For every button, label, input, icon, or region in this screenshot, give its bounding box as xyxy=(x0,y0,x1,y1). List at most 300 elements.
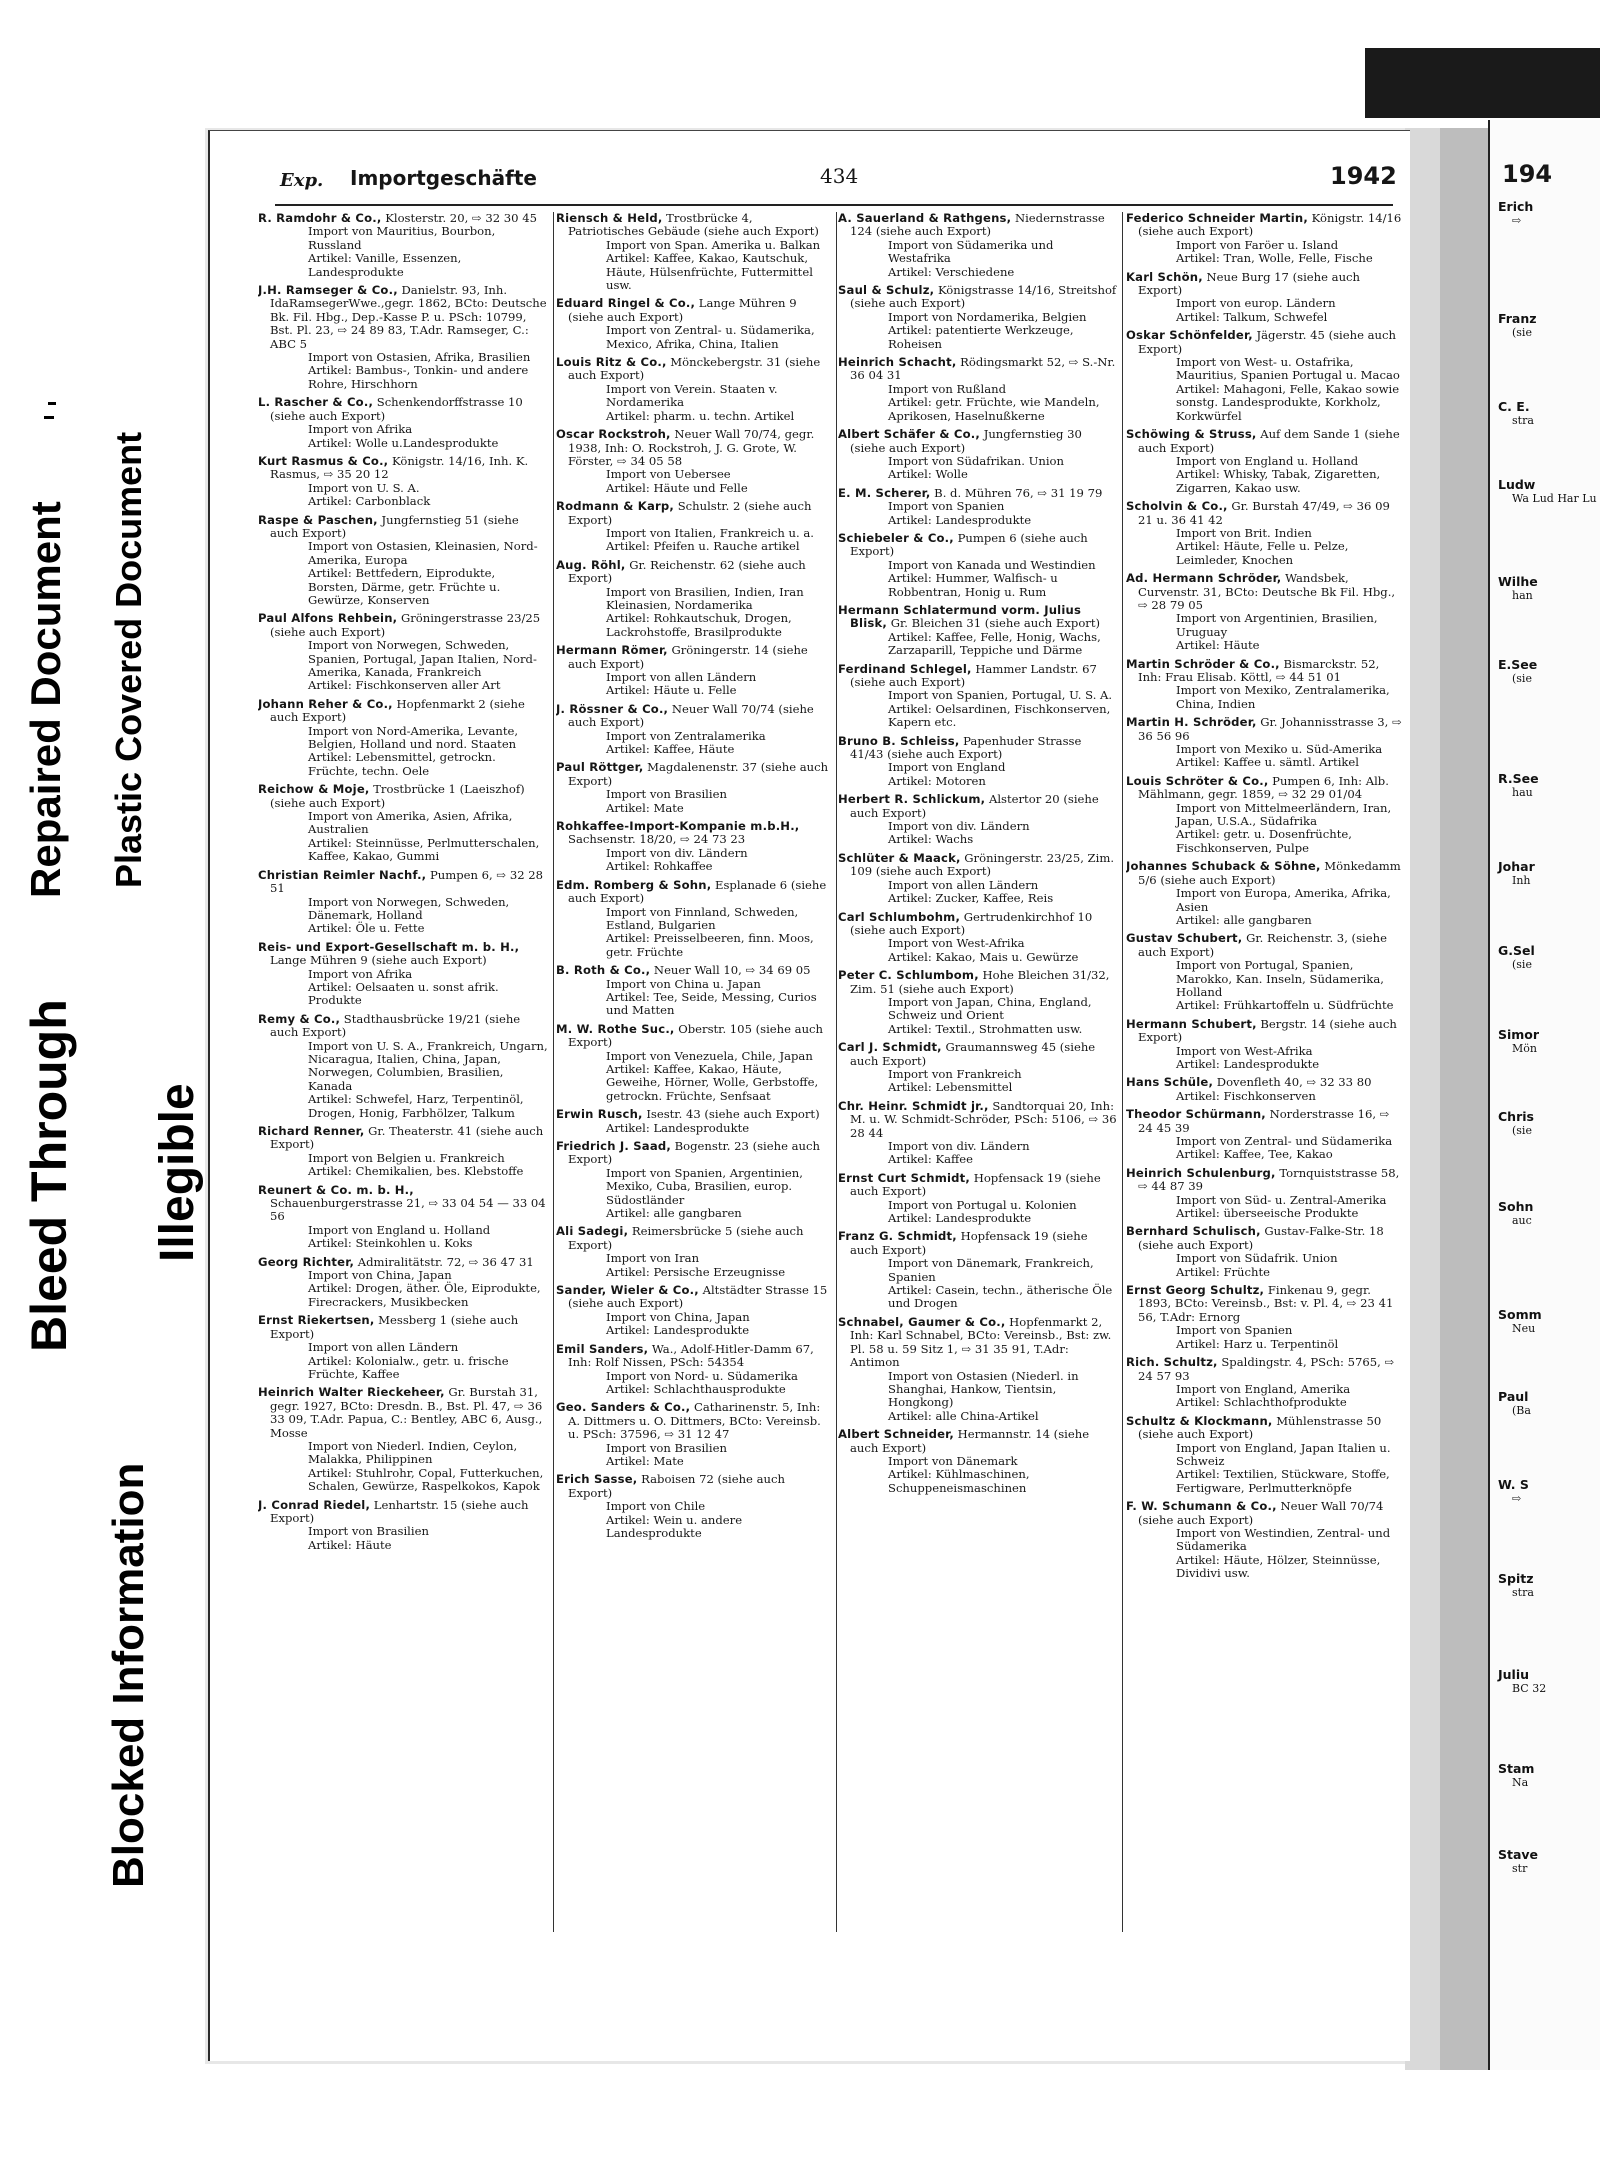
entry-import: Import von Europa, Amerika, Afrika, Asien xyxy=(1176,886,1391,914)
next-page-entry xyxy=(1498,1762,1534,1790)
company-name: Hermann Römer, xyxy=(556,643,668,658)
entry-artikel: Artikel: Landesprodukte xyxy=(1176,1056,1320,1071)
company-name: Ferdinand Schlegel, xyxy=(838,661,972,676)
company-name: Erich Sasse, xyxy=(556,1472,638,1487)
directory-entry xyxy=(838,428,1118,482)
entry-import: Import von Faröer u. Island xyxy=(1176,237,1339,252)
company-name: Ali Sadegi, xyxy=(556,1224,629,1239)
entry-address: Gr. Burstah 31, gegr. 1927, BCto: Dresdn. B., Bst. Pl. 47, ⇨ 36 33 09, T.Adr. Papua, C.: Bentley, ABC 6, Ausg., Mosse xyxy=(270,1385,543,1440)
label-blocked-information: Blocked Information xyxy=(104,1462,153,1888)
company-name: Scholvin & Co., xyxy=(1126,499,1228,514)
company-name: Ad. Hermann Schröder, xyxy=(1126,571,1282,586)
page-header xyxy=(280,160,1397,196)
entry-import: Import von Span. Amerika u. Balkan xyxy=(606,237,821,252)
column-divider xyxy=(1122,212,1123,1932)
entry-address: B. d. Mühren 76, ⇨ 31 19 79 xyxy=(934,485,1103,500)
entry-address: Spaldingstr. 4, PSch: 5765, ⇨ 24 57 93 xyxy=(1138,1355,1395,1383)
entry-address: Niedernstrasse 124 (siehe auch Export) xyxy=(850,212,1105,239)
entry-import: Import von England, Japan Italien u. Schweiz xyxy=(1176,1440,1391,1468)
entry-artikel: Artikel: Oelsaaten u. sonst afrik. Produkte xyxy=(308,979,499,1008)
directory-entry xyxy=(1126,1225,1404,1279)
directory-entry xyxy=(1126,572,1404,652)
company-name: J.H. Ramseger & Co., xyxy=(258,283,398,298)
company-name: Schlüter & Maack, xyxy=(838,850,961,865)
entry-address: Raboisen 72 (siehe auch Export) xyxy=(568,1472,785,1500)
entry-address: Trostbrücke 4, Patriotisches Gebäude (siehe auch Export) xyxy=(568,212,819,239)
entry-import: Import von Südafrikan. Union xyxy=(888,453,1064,468)
entry-import: Import von China, Japan xyxy=(308,1268,452,1283)
entry-artikel: Artikel: Öle u. Fette xyxy=(308,921,425,936)
entry-artikel: Artikel: Wolle u.Landesprodukte xyxy=(308,435,499,450)
entry-artikel: Artikel: Kaffee, Kakao, Kautschuk, Häute, Hülsenfrüchte, Futtermittel usw. xyxy=(606,251,813,293)
next-page-entry xyxy=(1498,658,1537,686)
entry-import: Import von Nord-Amerika, Levante, Belgien, Holland und nord. Staaten xyxy=(308,723,519,752)
entry-import: Import von Ostasien, Afrika, Brasilien xyxy=(308,350,531,365)
entry-import: Import von Westindien, Zentral- und Südamerika xyxy=(1176,1525,1391,1554)
entry-import: Import von Niederl. Indien, Ceylon, Malakka, Philippinen xyxy=(308,1438,518,1467)
entry-artikel: Artikel: Kaffee xyxy=(888,1152,974,1167)
company-name: R. Ramdohr & Co., xyxy=(258,212,382,225)
entry-artikel: Artikel: Tee, Seide, Messing, Curios und Matten xyxy=(606,989,817,1018)
entry-import: Import von Frankreich xyxy=(888,1066,1022,1081)
company-name: Friedrich J. Saad, xyxy=(556,1139,671,1153)
entry-import: Import von Brasilien, Indien, Iran Kleinasien, Nordamerika xyxy=(606,584,804,612)
directory-entry xyxy=(1126,271,1404,325)
directory-entry xyxy=(258,514,548,608)
company-name: Albert Schneider, xyxy=(838,1427,954,1442)
entry-artikel: Artikel: Häute xyxy=(308,1537,392,1552)
entry-address: Königstr. 14/16, Inh. K. Rasmus, ⇨ 35 20 12 xyxy=(270,453,529,482)
entry-address: Dovenfleth 40, ⇨ 32 33 80 xyxy=(1216,1075,1372,1090)
page-number: 434 xyxy=(820,164,859,188)
entry-address: Hopfenmarkt 2, Inh: Karl Schnabel, BCto: Vereinsb., Bst: zw. Pl. 58 u. 59 Sitz 1, ⇨ 31 35 91, T.Adr: Antimon xyxy=(850,1314,1112,1370)
entry-address: Bergstr. 14 (siehe auch Export) xyxy=(1138,1016,1397,1045)
next-page-entry-name: R.See xyxy=(1498,771,1539,786)
directory-entry xyxy=(838,793,1118,847)
directory-entry xyxy=(1126,860,1404,927)
entry-artikel: Artikel: Kaffee, Tee, Kakao xyxy=(1176,1147,1333,1162)
entry-address: Danielstr. 93, Inh. IdaRamsegerWwe.,gegr. 1862, BCto: Deutsche Bk. Fil. Hbg., Dep.-Kasse P. u. PSch: 10799, Bst. Pl. 23, ⇨ 24 89 83, T.Adr. Ramseger, C.: ABC 5 xyxy=(270,283,547,351)
next-page-entry xyxy=(1498,772,1539,800)
entry-artikel: Artikel: Fischkonserven aller Art xyxy=(308,678,501,693)
company-name: Ernst Curt Schmidt, xyxy=(838,1170,971,1185)
entry-address: Tornquiststrasse 58, ⇨ 44 87 39 xyxy=(1138,1165,1400,1194)
entry-artikel: Artikel: Harz u. Terpentinöl xyxy=(1176,1336,1339,1351)
next-page-entry-sub: BC 32 xyxy=(1512,1682,1547,1695)
entry-address: Gr. Reichenstr. 62 (siehe auch Export) xyxy=(568,557,806,586)
header-rule xyxy=(275,204,1393,206)
entry-address: Schauenburgerstrasse 21, ⇨ 33 04 54 — 33 04 56 xyxy=(270,1196,546,1224)
next-page-entry-name: Stam xyxy=(1498,1761,1535,1776)
directory-entry xyxy=(258,212,548,279)
entry-artikel: Artikel: Häute xyxy=(1176,638,1260,653)
directory-column-4 xyxy=(1126,212,1404,1932)
entry-address: Alstertor 20 (siehe auch Export) xyxy=(850,792,1099,820)
company-name: Federico Schneider Martin, xyxy=(1126,212,1308,225)
entry-import: Import von Brit. Indien xyxy=(1176,525,1312,540)
entry-address: Lange Mühren 9 (siehe auch Export) xyxy=(270,953,487,968)
entry-address: Mühlenstrasse 50 (siehe auch Export) xyxy=(1138,1413,1382,1442)
directory-entry xyxy=(556,1108,832,1135)
next-page-entry-sub: Inh xyxy=(1512,874,1531,887)
next-page-entry xyxy=(1498,478,1597,506)
next-page-entry-sub: auc xyxy=(1512,1214,1532,1227)
entry-address: Gröningerstrasse 23/25 (siehe auch Export) xyxy=(270,611,541,639)
entry-import: Import von Spanien xyxy=(888,499,1005,514)
entry-import: Import von Brasilien xyxy=(606,787,727,802)
company-name: Schöwing & Struss, xyxy=(1126,427,1257,442)
directory-entry xyxy=(1126,716,1404,770)
entry-import: Import von Verein. Staaten v. Nordamerika xyxy=(606,381,778,410)
entry-address: Auf dem Sande 1 (siehe auch Export) xyxy=(1138,427,1400,455)
company-name: Karl Schön, xyxy=(1126,269,1203,284)
entry-import: Import von U. S. A. xyxy=(308,480,420,495)
company-name: Schnabel, Gaumer & Co., xyxy=(838,1314,1006,1329)
company-name: M. W. Rothe Suc., xyxy=(556,1021,675,1036)
entry-import: Import von Mexiko, Zentralamerika, China, Indien xyxy=(1176,683,1390,711)
entry-import: Import von China, Japan xyxy=(606,1309,750,1324)
company-name: Heinrich Schacht, xyxy=(838,355,957,370)
company-name: Gustav Schubert, xyxy=(1126,931,1243,946)
entry-artikel: Artikel: Persische Erzeugnisse xyxy=(606,1264,786,1279)
company-name: Heinrich Schulenburg, xyxy=(1126,1165,1276,1180)
entry-import: Import von Nord- u. Südamerika xyxy=(606,1368,798,1383)
entry-artikel: Artikel: Wein u. andere Landesprodukte xyxy=(606,1512,743,1540)
entry-artikel: Artikel: alle China-Artikel xyxy=(888,1408,1039,1423)
company-name: Erwin Rusch, xyxy=(556,1107,643,1122)
next-page-entry xyxy=(1498,1668,1546,1696)
company-name: Reis- und Export-Gesellschaft m. b. H., xyxy=(258,939,520,954)
entry-address: Sandtorquai 20, Inh: M. u. W. Schmidt-Schröder, PSch: 5106, ⇨ 36 28 44 xyxy=(850,1098,1117,1140)
entry-import: Import von England u. Holland xyxy=(1176,453,1359,468)
entry-import: Import von Japan, China, England, Schweiz und Orient xyxy=(888,994,1092,1023)
company-name: Aug. Röhl, xyxy=(556,557,626,572)
directory-entry xyxy=(556,1284,832,1338)
directory-entry xyxy=(1126,1108,1404,1162)
entry-import: Import von Südamerika und Westafrika xyxy=(888,237,1054,266)
next-page-entry-sub: (sie xyxy=(1512,672,1532,685)
entry-artikel: Artikel: Kaffee, Felle, Honig, Wachs, Zarzaparill, Teppiche und Därme xyxy=(888,629,1101,658)
directory-entry xyxy=(838,1100,1118,1167)
entry-artikel: Artikel: Rohkaffee xyxy=(606,859,713,874)
entry-artikel: Artikel: Hummer, Walfisch- u Robbentran, Honig u. Rum xyxy=(888,571,1058,599)
directory-entry xyxy=(556,1140,832,1220)
entry-address: Gustav-Falke-Str. 18 (siehe auch Export) xyxy=(1138,1224,1384,1252)
directory-entry xyxy=(556,820,832,874)
entry-artikel: Artikel: Talkum, Schwefel xyxy=(1176,309,1328,324)
directory-entry xyxy=(838,356,1118,423)
directory-entry xyxy=(258,1125,548,1179)
entry-artikel: Artikel: Wolle xyxy=(888,467,968,482)
entry-artikel: Artikel: Mahagoni, Felle, Kakao sowie sonstg. Landesprodukte, Korkholz, Korkwürfel xyxy=(1176,381,1400,423)
entry-artikel: Artikel: Chemikalien, bes. Klebstoffe xyxy=(308,1164,524,1179)
directory-entry xyxy=(556,356,832,423)
divider xyxy=(48,402,56,405)
entry-import: Import von Mauritius, Bourbon, Russland xyxy=(308,224,496,252)
company-name: Rohkaffee-Import-Kompanie m.b.H., xyxy=(556,819,800,834)
entry-address: Königstrasse 14/16, Streitshof (siehe auch Export) xyxy=(850,283,1117,311)
directory-entry xyxy=(1126,775,1404,855)
entry-import: Import von Zentralamerika xyxy=(606,728,766,743)
company-name: Franz G. Schmidt, xyxy=(838,1229,957,1244)
entry-artikel: Artikel: Bambus-, Tonkin- und andere Rohre, Hirschhorn xyxy=(308,363,529,391)
entry-import: Import von Belgien u. Frankreich xyxy=(308,1150,505,1165)
entry-import: Import von allen Ländern xyxy=(308,1340,459,1355)
directory-entry xyxy=(1126,500,1404,567)
next-page-year: 194 xyxy=(1502,160,1553,188)
entry-address: Hopfenmarkt 2 (siehe auch Export) xyxy=(270,696,525,725)
entry-address: Neuer Wall 70/74, gegr. 1938, Inh: O. Rockstroh, J. G. Grote, W. Förster, ⇨ 34 05 58 xyxy=(568,427,815,468)
entry-address: Gr. Reichenstr. 3, (siehe auch Export) xyxy=(1138,931,1387,959)
directory-entry xyxy=(556,879,832,959)
entry-import: Import von U. S. A., Frankreich, Ungarn, Nicaragua, Italien, China, Japan, Norwegen, Columbien, Brasilien, Kanada xyxy=(308,1038,548,1093)
entry-artikel: Artikel: Landesprodukte xyxy=(888,512,1032,527)
entry-address: Gröningerstr. 23/25, Zim. 109 (siehe auch Export) xyxy=(850,850,1115,879)
entry-address: Finkenau 9, gegr. 1893, BCto: Vereinsb., Bst: v. Pl. 4, ⇨ 23 41 56, T.Adr: Ernorg xyxy=(1138,1283,1394,1324)
next-page-entry-sub: (Ba xyxy=(1512,1404,1531,1417)
company-name: Reichow & Moje, xyxy=(258,782,370,797)
directory-entry xyxy=(1126,658,1404,712)
company-name: Chr. Heinr. Schmidt jr., xyxy=(838,1098,989,1113)
company-name: Richard Renner, xyxy=(258,1124,365,1138)
next-page-entry xyxy=(1498,1308,1542,1336)
entry-import: Import von allen Ländern xyxy=(606,670,757,684)
next-page-entry xyxy=(1498,200,1533,228)
next-page-entry-sub: han xyxy=(1512,589,1533,602)
entry-artikel: Artikel: Stuhlrohr, Copal, Futterkuchen, Schalen, Gewürze, Raspelkokos, Kapok xyxy=(308,1465,544,1494)
entry-artikel: Artikel: überseeische Produkte xyxy=(1176,1206,1359,1221)
entry-import: Import von Chile xyxy=(606,1499,706,1514)
entry-import: Import von West- u. Ostafrika, Mauritius, Spanien Portugal u. Macao xyxy=(1176,355,1400,383)
entry-address: Bismarckstr. 52, Inh: Frau Elisab. Köttl, ⇨ 44 51 01 xyxy=(1138,656,1380,684)
company-name: F. W. Schumann & Co., xyxy=(1126,1499,1277,1514)
entry-artikel: Artikel: Häute und Felle xyxy=(606,480,748,495)
entry-artikel: Artikel: Casein, techn., ätherische Öle und Drogen xyxy=(888,1283,1113,1311)
entry-artikel: Artikel: Drogen, äther. Öle, Eiprodukte, Firecrackers, Musikbecken xyxy=(308,1281,541,1309)
next-page-entry xyxy=(1498,1028,1539,1056)
directory-entry xyxy=(838,1041,1118,1095)
entry-import: Import von Norwegen, Schweden, Spanien, Portugal, Japan Italien, Nord-Amerika, Kanada, Frankreich xyxy=(308,638,537,679)
entry-import: Import von Amerika, Asien, Afrika, Australien xyxy=(308,809,513,837)
next-page-entry-name: C. E. xyxy=(1498,399,1530,414)
next-page-entry-sub: stra xyxy=(1512,414,1534,427)
entry-artikel: Artikel: Kaffee u. sämtl. Artikel xyxy=(1176,755,1359,770)
directory-column-1 xyxy=(258,212,548,1932)
company-name: Hermann Schlatermund vorm. Julius Blisk, xyxy=(838,602,1082,631)
entry-address: Lenhartstr. 15 (siehe auch Export) xyxy=(270,1497,529,1525)
entry-address: Schulstr. 2 (siehe auch Export) xyxy=(568,499,812,527)
entry-address: Mönckebergstr. 31 (siehe auch Export) xyxy=(568,355,821,383)
entry-import: Import von Nordamerika, Belgien xyxy=(888,309,1087,324)
next-page-entry-sub: Mön xyxy=(1512,1042,1537,1055)
directory-entry xyxy=(556,644,832,698)
entry-address: Rödingsmarkt 52, ⇨ S.-Nr. 36 04 31 xyxy=(850,355,1116,383)
company-name: Remy & Co., xyxy=(258,1011,341,1026)
entry-artikel: Artikel: Carbonblack xyxy=(308,494,431,509)
company-name: Paul Alfons Rehbein, xyxy=(258,611,398,626)
entry-import: Import von Spanien, Argentinien, Mexiko, Cuba, Brasilien, europ. Südostländer xyxy=(606,1165,803,1207)
directory-entry xyxy=(838,212,1118,279)
company-name: Oskar Schönfelder, xyxy=(1126,328,1253,343)
entry-artikel: Artikel: alle gangbaren xyxy=(1176,912,1312,927)
directory-entry xyxy=(838,852,1118,906)
column-divider xyxy=(836,212,837,1932)
company-name: Albert Schäfer & Co., xyxy=(838,427,980,442)
entry-artikel: Artikel: Tran, Wolle, Felle, Fische xyxy=(1176,251,1373,266)
directory-entry xyxy=(838,663,1118,730)
directory-entry xyxy=(556,212,832,292)
entry-address: Graumannsweg 45 (siehe auch Export) xyxy=(850,1040,1096,1068)
entry-address: Schenkendorffstrasse 10 (siehe auch Export) xyxy=(270,395,523,423)
entry-address: Altstädter Strasse 15 (siehe auch Export) xyxy=(568,1283,828,1311)
directory-entry xyxy=(838,735,1118,789)
entry-import: Import von Spanien xyxy=(1176,1323,1293,1338)
directory-entry xyxy=(838,1428,1118,1495)
directory-entry xyxy=(258,941,548,1008)
entry-artikel: Artikel: Fischkonserven xyxy=(1176,1088,1316,1103)
entry-address: Stadthausbrücke 19/21 (siehe auch Export) xyxy=(270,1011,521,1040)
directory-entry xyxy=(838,1316,1118,1423)
directory-entry xyxy=(258,698,548,778)
company-name: Hans Schüle, xyxy=(1126,1075,1214,1090)
entry-import: Import von Venezuela, Chile, Japan xyxy=(606,1048,813,1063)
next-page-entry xyxy=(1498,1390,1531,1418)
entry-artikel: Artikel: Schlachthofprodukte xyxy=(1176,1395,1347,1410)
directory-entry xyxy=(556,428,832,495)
next-page-entry-name: Spitz xyxy=(1498,1571,1534,1586)
entry-address: Neuer Wall 70/74 (siehe auch Export) xyxy=(1138,1499,1384,1527)
entry-import: Import von Süd- u. Zentral-Amerika xyxy=(1176,1192,1387,1207)
directory-entry xyxy=(258,783,548,863)
company-name: J. Conrad Riedel, xyxy=(258,1497,371,1512)
directory-entry xyxy=(556,761,832,815)
next-page-edge xyxy=(1488,120,1600,2070)
entry-artikel: Artikel: Motoren xyxy=(888,773,986,788)
directory-entry xyxy=(258,1256,548,1310)
company-name: Bruno B. Schleiss, xyxy=(838,733,960,748)
company-name: Martin H. Schröder, xyxy=(1126,715,1257,730)
company-name: Johannes Schuback & Söhne, xyxy=(1126,859,1321,874)
company-name: Georg Richter, xyxy=(258,1254,355,1269)
directory-entry xyxy=(258,1013,548,1120)
company-name: Sander, Wieler & Co., xyxy=(556,1283,699,1298)
entry-import: Import von Dänemark xyxy=(888,1453,1018,1468)
entry-address: Sachsenstr. 18/20, ⇨ 24 73 23 xyxy=(568,832,746,847)
next-page-entry-sub: hau xyxy=(1512,786,1533,799)
entry-address: Pumpen 6, Inh: Alb. Mählmann, gegr. 1859, ⇨ 32 29 01/04 xyxy=(1138,773,1389,802)
company-name: A. Sauerland & Rathgens, xyxy=(838,212,1012,225)
company-name: Carl Schlumbohm, xyxy=(838,909,961,924)
entry-artikel: Artikel: Schlachthausprodukte xyxy=(606,1381,786,1396)
entry-import: Import von Argentinien, Brasilien, Uruguay xyxy=(1176,611,1378,639)
directory-entry xyxy=(1126,1356,1404,1410)
company-name: Oscar Rockstroh, xyxy=(556,427,671,442)
entry-artikel: Artikel: Kaffee, Kakao, Häute, Geweihe, Hörner, Wolle, Gerbstoffe, getrockn. Früchte, Senfsaat xyxy=(606,1061,819,1103)
entry-import: Import von Brasilien xyxy=(606,1440,727,1455)
entry-import: Import von Uebersee xyxy=(606,467,731,482)
company-name: Carl J. Schmidt, xyxy=(838,1040,942,1055)
directory-entry xyxy=(1126,1076,1404,1103)
entry-artikel: Artikel: Vanille, Essenzen, Landesprodukte xyxy=(308,251,462,279)
entry-import: Import von China u. Japan xyxy=(606,976,761,991)
next-page-entry-name: Paul xyxy=(1498,1389,1529,1404)
next-page-entry-name: Sohn xyxy=(1498,1199,1534,1214)
entry-artikel: Artikel: Häute, Felle u. Pelze, Leimleder, Knochen xyxy=(1176,539,1349,567)
entry-import: Import von Ostasien, Kleinasien, Nord-Amerika, Europa xyxy=(308,539,538,567)
company-name: Schiebeler & Co., xyxy=(838,530,954,545)
entry-import: Import von Italien, Frankreich u. a. xyxy=(606,525,814,540)
company-name: Herbert R. Schlickum, xyxy=(838,792,986,807)
next-page-entry-name: Ludw xyxy=(1498,477,1536,492)
company-name: Ernst Georg Schultz, xyxy=(1126,1283,1265,1298)
entry-artikel: Artikel: Textil., Strohmatten usw. xyxy=(888,1021,1083,1036)
label-bleed-through: Bleed Through xyxy=(21,999,77,1352)
entry-import: Import von div. Ländern xyxy=(606,845,748,860)
entry-address: Wa., Adolf-Hitler-Damm 67, Inh: Rolf Nissen, PSch: 54354 xyxy=(568,1341,814,1370)
next-page-entry-name: Erich xyxy=(1498,199,1534,214)
directory-entry xyxy=(838,604,1118,658)
entry-artikel: Artikel: Steinnüsse, Perlmutterschalen, Kaffee, Kakao, Gummi xyxy=(308,835,540,864)
entry-address: Hopfensack 19 (siehe auch Export) xyxy=(850,1170,1101,1199)
entry-address: Jägerstr. 45 (siehe auch Export) xyxy=(1138,328,1396,356)
entry-artikel: Artikel: Früchte xyxy=(1176,1264,1271,1279)
entry-address: Lange Mühren 9 (siehe auch Export) xyxy=(568,296,797,324)
entry-import: Import von Iran xyxy=(606,1251,700,1266)
entry-address: Mönkedamm 5/6 (siehe auch Export) xyxy=(1138,859,1401,887)
entry-artikel: Artikel: Zucker, Kaffee, Reis xyxy=(888,891,1054,906)
entry-import: Import von Ostasien (Niederl. in Shanghai, Hankow, Tientsin, Hongkong) xyxy=(888,1368,1079,1410)
company-name: Johann Reher & Co., xyxy=(258,696,393,711)
company-name: Louis Schröter & Co., xyxy=(1126,773,1269,788)
entry-artikel: Artikel: Kühlmaschinen, Schuppeneismaschinen xyxy=(888,1467,1030,1495)
next-page-entry xyxy=(1498,1200,1533,1228)
entry-import: Import von Rußland xyxy=(888,381,1006,396)
directory-entry xyxy=(556,1473,832,1540)
entry-address: Neuer Wall 70/74 (siehe auch Export) xyxy=(568,701,814,730)
column-divider xyxy=(553,212,554,1932)
entry-address: Klosterstr. 20, ⇨ 32 30 45 xyxy=(385,212,537,225)
entry-artikel: Artikel: getr. u. Dosenfrüchte, Fischkonserven, Pulpe xyxy=(1176,827,1352,855)
header-year: 1942 xyxy=(1330,162,1397,190)
entry-import: Import von div. Ländern xyxy=(888,1139,1030,1153)
next-page-entry xyxy=(1498,944,1535,972)
next-page-entry-sub: ⇨ xyxy=(1512,214,1522,227)
next-page-entry-name: Johar xyxy=(1498,859,1535,874)
entry-import: Import von Brasilien xyxy=(308,1524,429,1539)
next-page-entry-name: E.See xyxy=(1498,657,1538,672)
entry-address: Messberg 1 (siehe auch Export) xyxy=(270,1313,519,1341)
next-page-entry-name: G.Sel xyxy=(1498,943,1535,958)
directory-entry xyxy=(1126,329,1404,423)
entry-artikel: Artikel: Mate xyxy=(606,1453,684,1468)
directory-entry xyxy=(258,1499,548,1553)
entry-address: Pumpen 6 (siehe auch Export) xyxy=(850,530,1088,559)
next-page-entry-sub: str xyxy=(1512,1862,1528,1875)
entry-address: Isestr. 43 (siehe auch Export) xyxy=(646,1107,820,1122)
entry-address: Wandsbek, Curvenstr. 31, BCto: Deutsche Bk Fil. Hbg., ⇨ 28 79 05 xyxy=(1138,571,1396,612)
entry-address: Hopfensack 19 (siehe auch Export) xyxy=(850,1229,1088,1257)
company-name: Edm. Romberg & Sohn, xyxy=(556,877,712,892)
entry-artikel: Artikel: Lebensmittel, getrockn. Früchte, techn. Oele xyxy=(308,750,496,778)
entry-artikel: Artikel: alle gangbaren xyxy=(606,1206,742,1221)
entry-artikel: Artikel: Bettfedern, Eiprodukte, Borsten, Därme, getr. Früchte u. Gewürze, Konserven xyxy=(308,566,501,607)
entry-import: Import von Mexiko u. Süd-Amerika xyxy=(1176,742,1383,757)
entry-address: Hermannstr. 14 (siehe auch Export) xyxy=(850,1427,1090,1455)
label-repaired-document: Repaired Document xyxy=(22,501,69,898)
entry-artikel: Artikel: Oelsardinen, Fischkonserven, Kapern etc. xyxy=(888,701,1111,730)
directory-entry xyxy=(838,1230,1118,1310)
header-exp: Exp. xyxy=(280,170,324,191)
